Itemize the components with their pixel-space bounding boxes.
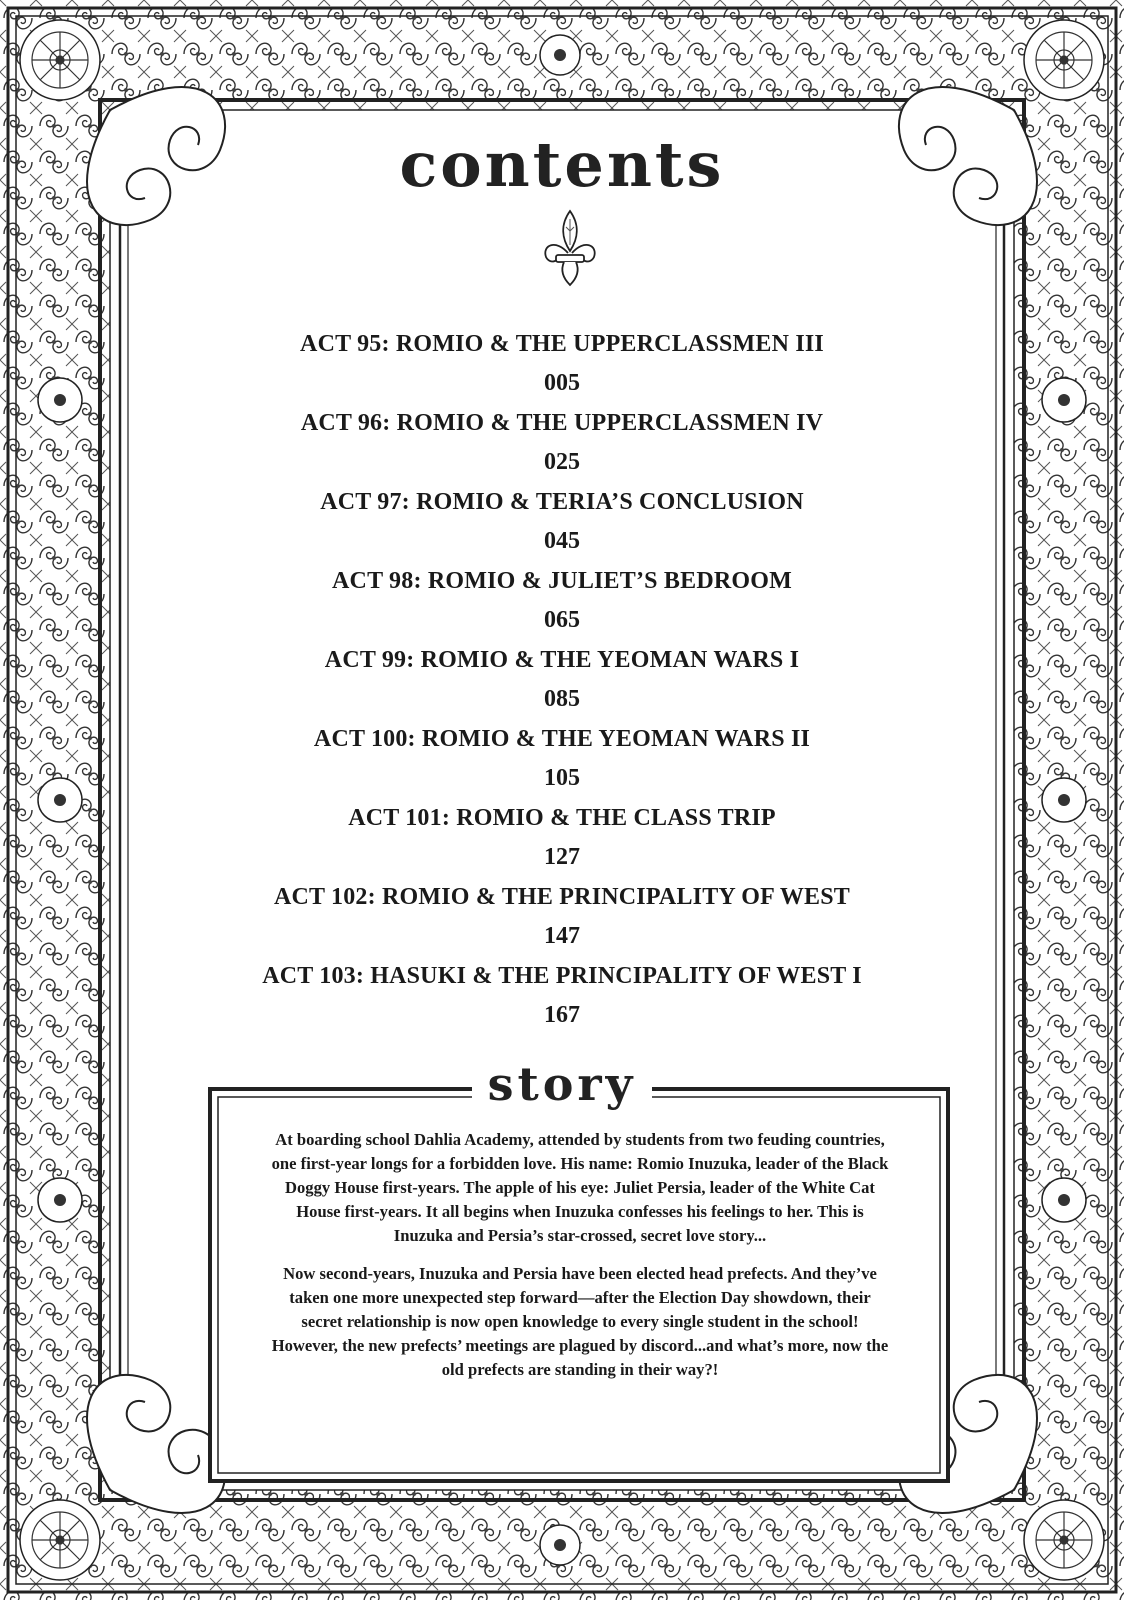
story-paragraph: Now second-years, Inuzuka and Persia have been elected head prefects. And they’ve taken one more unexpected step forward—after the Election Day showdown, their secret relationship is now open knowledge to every single student in the school! However, the new prefects’ meetings are plagued by discord...and what’s more, now the old prefects are standing in their way?! xyxy=(271,1264,889,1379)
chapter-page: 005 xyxy=(544,370,580,396)
chapter-title: ACT 101: ROMIO & THE CLASS TRIP xyxy=(348,805,776,831)
chapter-title: ACT 102: ROMIO & THE PRINCIPALITY OF WEST xyxy=(273,884,851,910)
chapter-title: ACT 100: ROMIO & THE YEOMAN WARS II xyxy=(313,726,811,752)
story-text xyxy=(270,1128,890,1396)
chapter-page: 147 xyxy=(544,923,580,949)
toc-entry[interactable] xyxy=(0,798,1124,877)
chapter-page: 025 xyxy=(544,449,580,475)
toc-entry[interactable] xyxy=(0,561,1124,640)
toc-entry[interactable] xyxy=(0,956,1124,1035)
toc-entry[interactable] xyxy=(0,482,1124,561)
chapter-title: ACT 96: ROMIO & THE UPPERCLASSMEN IV xyxy=(300,410,824,436)
chapter-page: 045 xyxy=(544,528,580,554)
toc-entry[interactable] xyxy=(0,877,1124,956)
chapter-page: 065 xyxy=(544,607,580,633)
chapter-title: ACT 95: ROMIO & THE UPPERCLASSMEN III xyxy=(300,331,824,357)
table-of-contents xyxy=(0,324,1124,1035)
chapter-page: 105 xyxy=(544,765,580,791)
chapter-page: 127 xyxy=(544,844,580,870)
page-title: contents xyxy=(399,128,725,201)
toc-entry[interactable] xyxy=(0,719,1124,798)
toc-entry[interactable] xyxy=(0,640,1124,719)
fleur-de-lis-icon xyxy=(538,205,602,291)
chapter-title: ACT 98: ROMIO & JULIET’S BEDROOM xyxy=(332,568,792,594)
chapter-title: ACT 99: ROMIO & THE YEOMAN WARS I xyxy=(324,647,800,673)
story-paragraph: At boarding school Dahlia Academy, attended by students from two feuding countries, one first-year longs for a forbidden love. His name: Romio Inuzuka, leader of the Black Doggy House first-years. The apple of his eye: Juliet Persia, leader of the White Cat House first-years. It all begins when Inuzuka confesses his feelings to her. This is Inuzuka and Persia’s star-crossed, secret love story... xyxy=(271,1130,889,1245)
story-heading: story xyxy=(0,1056,1124,1112)
toc-entry[interactable] xyxy=(0,324,1124,403)
chapter-title: ACT 97: ROMIO & TERIA’S CONCLUSION xyxy=(320,489,804,515)
chapter-page: 085 xyxy=(544,686,580,712)
toc-entry[interactable] xyxy=(0,403,1124,482)
chapter-title: ACT 103: HASUKI & THE PRINCIPALITY OF WEST I xyxy=(262,963,862,989)
chapter-page: 167 xyxy=(544,1002,580,1028)
